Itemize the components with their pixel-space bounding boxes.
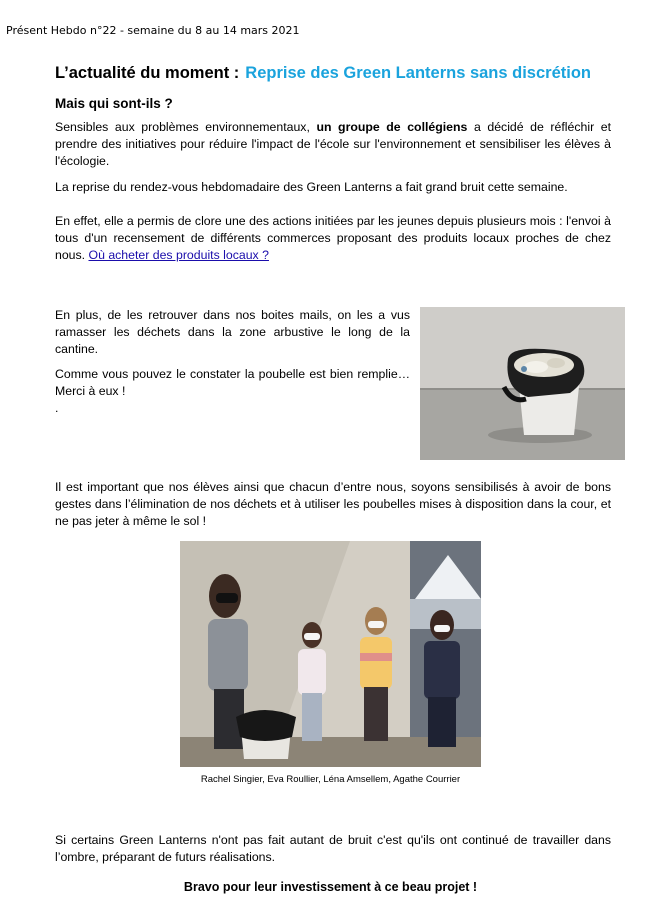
paragraph-dechets: En plus, de les retrouver dans nos boites mails, on les a vus ramasser les déchets dans la zone arbustive le long de la cantine. (55, 308, 410, 356)
headline (55, 64, 591, 83)
poubelle-text: Comme vous pouvez le constater la poubelle est bien remplie… Merci à eux ! (55, 367, 410, 398)
newsletter-header: Présent Hebdo n°22 - semaine du 8 au 14 mars 2021 (6, 24, 300, 37)
intro-text-start: Sensibles aux problèmes environnementaux, (55, 120, 317, 134)
paragraph-sensibilisation: Il est important que nos élèves ainsi que chacun d’entre nous, soyons sensibilisés à avoir de bons gestes dans l’élimination de nos déchets et à utiliser les poubelles mises à disposition dans la cour, et ne pas jeter à même le sol ! (55, 480, 611, 528)
trash-bin-graphic (236, 710, 296, 759)
paragraph-intro (55, 119, 611, 170)
intro-text-end: a décidé de réfléchir et prendre des initiatives pour réduire l'impact de l'école sur l'environnement et sensibiliser les élèves à l'écologie. (55, 120, 611, 168)
paragraph-ombre: Si certains Green Lanterns n'ont pas fait autant de bruit c'est qu'ils ont continué de travailler dans l’ombre, préparant de futurs réalisations. (55, 833, 611, 864)
trash-bin-photo (420, 307, 625, 460)
headline-title: Reprise des Green Lanterns sans discrétion (245, 64, 591, 82)
students-illustration (180, 541, 481, 767)
trash-bin-illustration (420, 307, 625, 460)
recensement-text: En effet, elle a permis de clore une des actions initiées par les jeunes depuis plusieurs mois : l'envoi à tous d'un recensement de différents commerces proposant des produits locaux proches de chez nous. (55, 214, 611, 262)
photo-caption: Rachel Singier, Eva Roullier, Léna Amsellem, Agathe Courrier (200, 774, 461, 785)
local-products-link[interactable]: Où acheter des produits locaux ? (88, 248, 269, 262)
intro-bold-text: un groupe de collégiens (316, 120, 468, 134)
students-group-photo (180, 541, 481, 767)
poubelle-dot: . (55, 401, 59, 415)
paragraph-poubelle (55, 366, 410, 417)
paragraph-reprise: La reprise du rendez-vous hebdomadaire des Green Lanterns a fait grand bruit cette semaine. (55, 180, 568, 194)
closing-statement: Bravo pour leur investissement à ce beau projet ! (183, 880, 478, 894)
paragraph-recensement (55, 213, 611, 264)
section-subtitle: Mais qui sont-ils ? (55, 96, 173, 111)
headline-kicker: L’actualité du moment : (55, 64, 240, 82)
